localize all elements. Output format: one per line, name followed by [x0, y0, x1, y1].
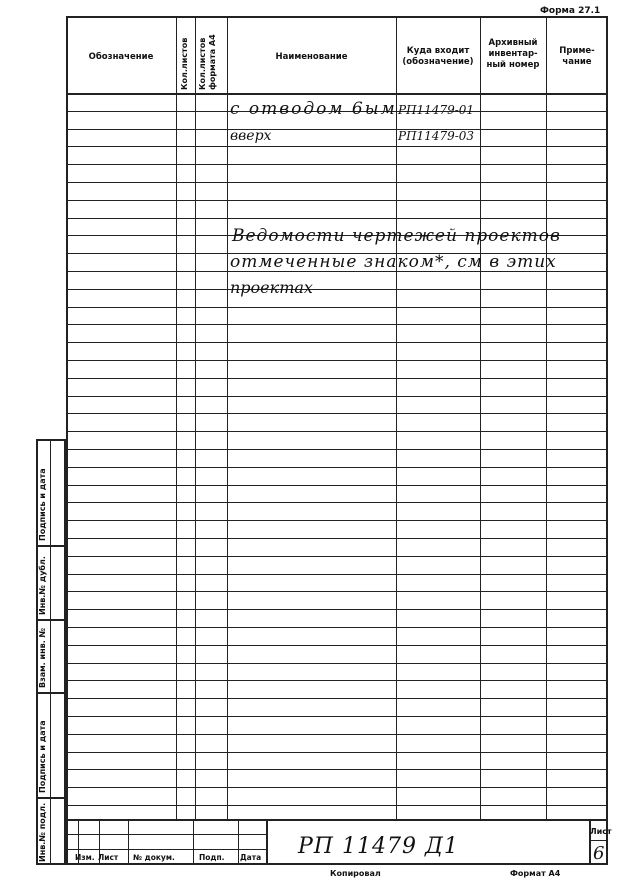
header-archive-number: Архивный инвентар-ный номер: [486, 38, 540, 70]
table-row-line: [66, 431, 608, 432]
form-frame: [66, 16, 608, 865]
table-row-line: [66, 805, 608, 806]
header-divider: [66, 93, 608, 95]
tb-izm: Изм.: [75, 853, 95, 862]
table-row-line: [66, 574, 608, 575]
side-stamp-div-3: [36, 692, 66, 694]
table-row-line: [66, 645, 608, 646]
table-row-line: [66, 485, 608, 486]
side-stamp-inner: [50, 439, 51, 865]
tb-sign: Подп.: [199, 853, 225, 862]
footer-copied: Копировал: [330, 869, 381, 878]
header-name: Наименование: [275, 52, 348, 62]
table-row-line: [66, 698, 608, 699]
table-row-line: [66, 413, 608, 414]
table-row-line: [66, 378, 608, 379]
tb-sheet-label: Лист: [590, 827, 612, 836]
side-stamp-div-1: [36, 545, 66, 547]
header-designation: Обозначение: [88, 52, 154, 62]
table-row-line: [66, 769, 608, 770]
header-where-used: Куда входит (обозначение): [402, 46, 474, 67]
side-stamp-div-4: [36, 797, 66, 799]
tb-list: Лист: [98, 853, 119, 862]
table-row-line: [66, 360, 608, 361]
table-row-line: [66, 342, 608, 343]
title-block-row-1: [66, 834, 266, 835]
note-line-3: проектах: [230, 278, 313, 297]
table-row-line: [66, 556, 608, 557]
table-row-line: [66, 396, 608, 397]
table-row-line: [66, 289, 608, 290]
side-inv-orig: Инв.№ подл.: [38, 802, 47, 862]
title-block-top: [66, 819, 608, 821]
tb-doc-code: РП 11479 Д1: [298, 834, 459, 859]
table-row-line: [66, 129, 608, 130]
note-line-2: отмеченные знаком*, см в этих: [230, 252, 557, 272]
tb-doc: № докум.: [133, 853, 175, 862]
header-note: Приме-чание: [559, 46, 595, 67]
table-row-line: [66, 182, 608, 183]
tb-sheet-number: 6: [593, 843, 605, 864]
side-inv-dubl: Инв.№ дубл.: [38, 556, 47, 615]
header-sheets-a4: Кол.листов формата А4: [198, 34, 217, 90]
tb-sheet-col: [589, 819, 591, 865]
table-row-line: [66, 663, 608, 664]
table-row-line: [66, 538, 608, 539]
table-row-line: [66, 680, 608, 681]
tb-col-4: [193, 819, 194, 865]
note-line-1: Ведомости чертежей проектов: [232, 226, 561, 246]
table-row-line: [66, 716, 608, 717]
table-row-line: [66, 591, 608, 592]
table-row-line: [66, 307, 608, 308]
table-row-line: [66, 734, 608, 735]
tb-col-6: [266, 819, 268, 865]
side-sign-date-2: Подпись и дата: [38, 468, 47, 541]
footer-format: Формат А4: [510, 869, 561, 878]
table-row-line: [66, 752, 608, 753]
table-row-line: [66, 502, 608, 503]
row2-where: РП11479-03: [398, 129, 475, 143]
row1-where: РП11479-01: [398, 103, 475, 117]
table-row-line: [66, 218, 608, 219]
table-row-line: [66, 449, 608, 450]
table-row-line: [66, 609, 608, 610]
table-row-line: [66, 146, 608, 147]
side-sign-date-1: Подпись и дата: [38, 720, 47, 793]
tb-col-5: [238, 819, 239, 865]
side-vzam-inv: Взам. инв. №: [38, 627, 47, 688]
table-row-line: [66, 787, 608, 788]
title-block-row-2: [66, 849, 266, 850]
side-stamp-div-2: [36, 619, 66, 621]
table-row-line: [66, 200, 608, 201]
row2-name: вверх: [230, 128, 272, 144]
table-row-line: [66, 520, 608, 521]
form-label: Форма 27.1: [540, 6, 601, 16]
table-row-line: [66, 467, 608, 468]
tb-sheet-divider: [589, 840, 608, 841]
header-sheets-count: Кол.листов: [180, 37, 189, 90]
table-row-line: [66, 164, 608, 165]
tb-date: Дата: [240, 853, 262, 862]
table-row-line: [66, 627, 608, 628]
row1-name: с отводом 6ым: [230, 99, 397, 119]
table-row-line: [66, 324, 608, 325]
tb-col-3: [128, 819, 129, 865]
